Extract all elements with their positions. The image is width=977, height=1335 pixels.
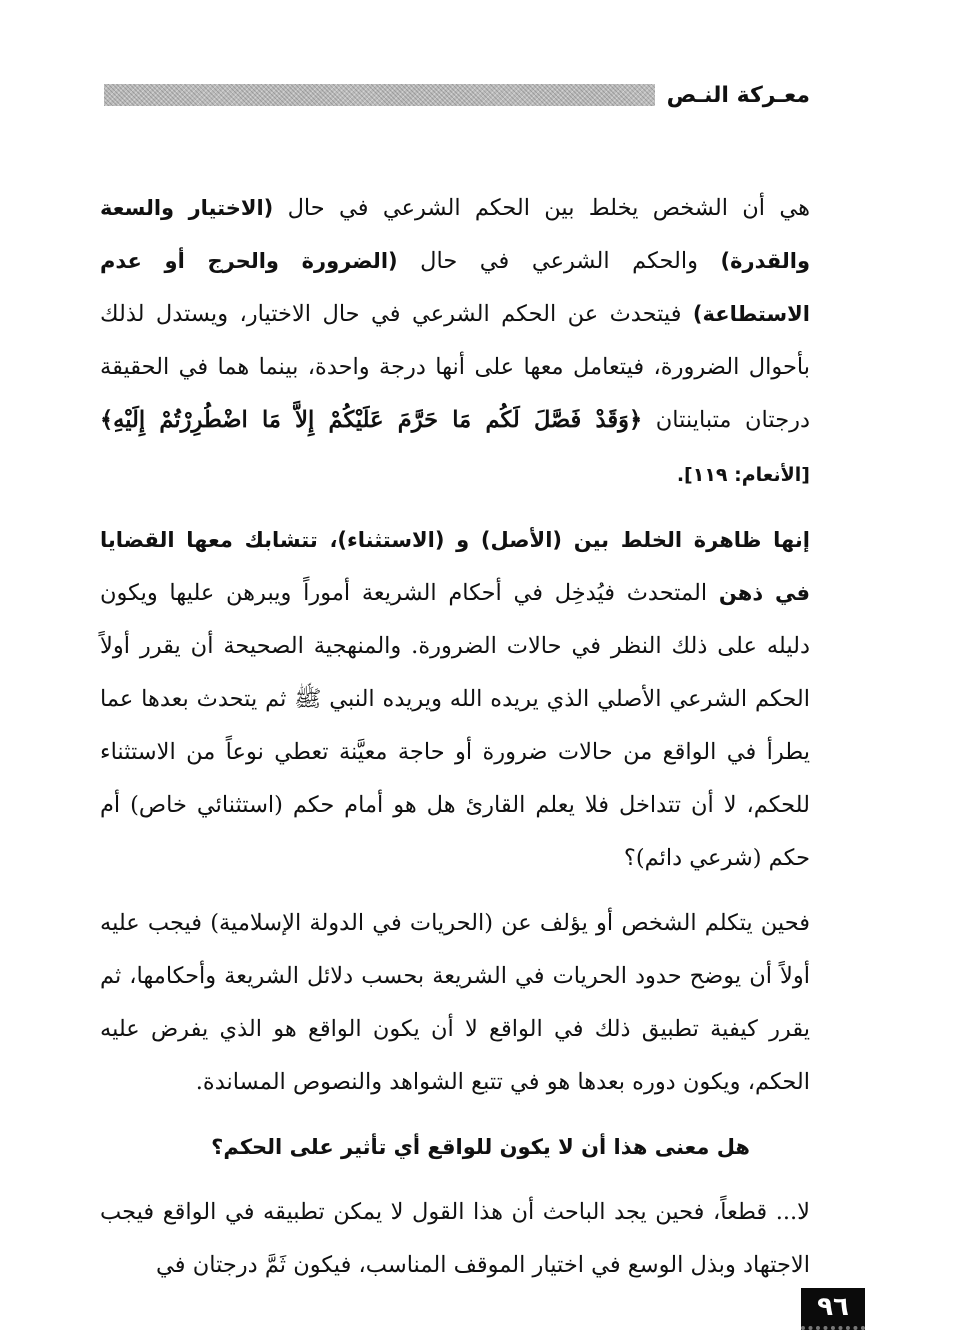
question-heading: هل معنى هذا أن لا يكون للواقع أي تأثير على الحكم؟ <box>211 1135 750 1159</box>
paragraph-1: هي أن الشخص يخلط بين الحكم الشرعي في حال (الاختيار والسعة والقدرة) والحكم الشرعي في حال (الضرورة والحرج أو عدم الاستطاعة) فيتحدث عن الحكم الشرعي في حال الاختيار، ويستدل لذلك بأحوال الضرورة، فيتعامل معها على أنها درجة واحدة، بينما هما في الحقيقة درجتان متباينتان ﴿وَقَدْ فَصَّلَ لَكُم مَا حَرَّمَ عَلَيْكُمْ إِلاَّ مَا اضْطُرِرْتُمْ إِلَيْهِ﴾ [الأنعام: ١١٩]. <box>100 195 810 486</box>
paragraph-2: إنها ظاهرة الخلط بين (الأصل) و (الاستثناء)، تتشابك معها القضايا في ذهن المتحدث فيُدخِل في أحكام الشريعة أموراً ويبرهن عليها ويكون دليله على ذلك النظر في حالات الضرورة. والمنهجية الصحيحة أن يقرر أولاً الحكم الشرعي الأصلي الذي يريده الله ويريده النبي ﷺ ثم يتحدث بعدها عما يطرأ في الواقع من حالات ضرورة أو حاجة معيَّنة تعطي نوعاً من الاستثناء للحكم، لا أن تتداخل فلا يعلم القارئ هل هو أمام حكم (استثنائي خاص) أم حكم (شرعي دائم)؟ <box>100 528 810 871</box>
verse-reference: [الأنعام: ١١٩]. <box>676 464 810 486</box>
page-number: ٩٦ <box>801 1288 865 1330</box>
page-body <box>100 182 810 1292</box>
quran-verse: ﴿وَقَدْ فَصَّلَ لَكُم مَا حَرَّمَ عَلَيْكُمْ إِلاَّ مَا اضْطُرِرْتُمْ إِلَيْهِ﴾ <box>100 407 643 433</box>
paragraph-4: لا... قطعاً، فحين يجد الباحث أن هذا القول لا يمكن تطبيقه في الواقع فيجب الاجتهاد وبذل الوسع في اختيار الموقف المناسب، فيكون ثَمَّ درجتان في <box>100 1199 810 1278</box>
paragraph-3: فحين يتكلم الشخص أو يؤلف عن (الحريات في الدولة الإسلامية) فيجب عليه أولاً أن يوضح حدود الحريات في الشريعة بحسب دلائل الشريعة وأحكامها، ثم يقرر كيفية تطبيق ذلك في الواقع لا أن يكون الواقع هو الذي يفرض عليه الحكم، ويكون دوره بعدها هو في تتبع الشواهد والنصوص المساندة. <box>100 910 810 1095</box>
running-header <box>104 78 810 112</box>
header-decorative-band <box>104 84 655 106</box>
book-title: معـركة النـص <box>666 82 810 108</box>
